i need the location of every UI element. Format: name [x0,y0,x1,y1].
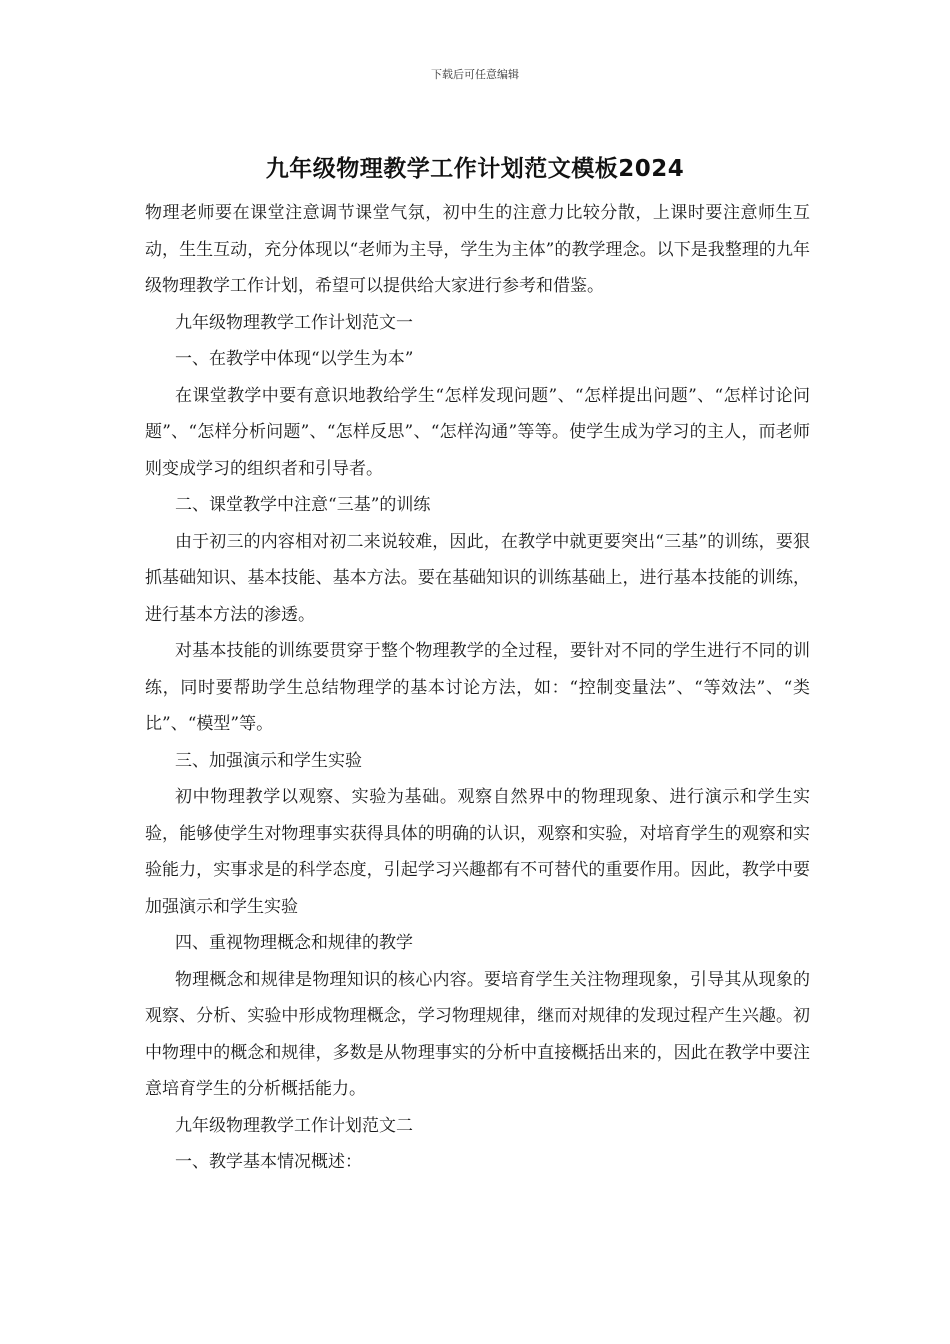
intro-paragraph: 物理老师要在课堂注意调节课堂气氛，初中生的注意力比较分散，上课时要注意师生互动，生生互动，充分体现以“老师为主导，学生为主体”的教学理念。以下是我整理的九年级物理教学工作计划，希望可以提供给大家进行参考和借鉴。 [145,203,810,296]
subheading-1: 一、在教学中体现“以学生为本” [175,349,414,369]
section-heading-sample-2: 九年级物理教学工作计划范文二 [175,1115,413,1136]
document-title: 九年级物理教学工作计划范文模板2024 [265,156,685,182]
paragraph: 由于初三的内容相对初二来说较难，因此，在教学中就更要突出“三基”的训练，要狠抓基础知识、基本技能、基本方法。要在基础知识的训练基础上，进行基本技能的训练，进行基本方法的渗透。 [145,531,810,625]
subheading-2: 二、课堂教学中注意“三基”的训练 [175,495,431,515]
paragraph: 在课堂教学中要有意识地教给学生“怎样发现问题”、“怎样提出问题”、“怎样讨论问题”、“怎样分析问题”、“怎样反思”、“怎样沟通”等等。使学生成为学习的主人，而老师则变成学习的组织者和引导者。 [145,385,810,479]
paragraph: 初中物理教学以观察、实验为基础。观察自然界中的物理现象、进行演示和学生实验，能够使学生对物理事实获得具体的明确的认识，观察和实验，对培育学生的观察和实验能力，实事求是的科学态度，引起学习兴趣都有不可替代的重要作用。因此，教学中要加强演示和学生实验 [145,787,810,917]
subheading-3: 三、加强演示和学生实验 [175,750,362,771]
section-heading-sample-1: 九年级物理教学工作计划范文一 [175,312,413,333]
paragraph: 对基本技能的训练要贯穿于整个物理教学的全过程，要针对不同的学生进行不同的训练，同时要帮助学生总结物理学的基本讨论方法，如：“控制变量法”、“等效法”、“类比”、“模型”等。 [145,641,810,734]
header-note: 下载后可任意编辑 [431,68,519,81]
subheading-4: 四、重视物理概念和规律的教学 [175,933,413,953]
subheading-5: 一、教学基本情况概述： [175,1152,362,1172]
document-body [145,195,810,1181]
paragraph: 物理概念和规律是物理知识的核心内容。要培育学生关注物理现象，引导其从现象的观察、分析、实验中形成物理概念，学习物理规律，继而对规律的发现过程产生兴趣。初中物理中的概念和规律，多数是从物理事实的分析中直接概括出来的，因此在教学中要注意培育学生的分析概括能力。 [145,969,810,1099]
